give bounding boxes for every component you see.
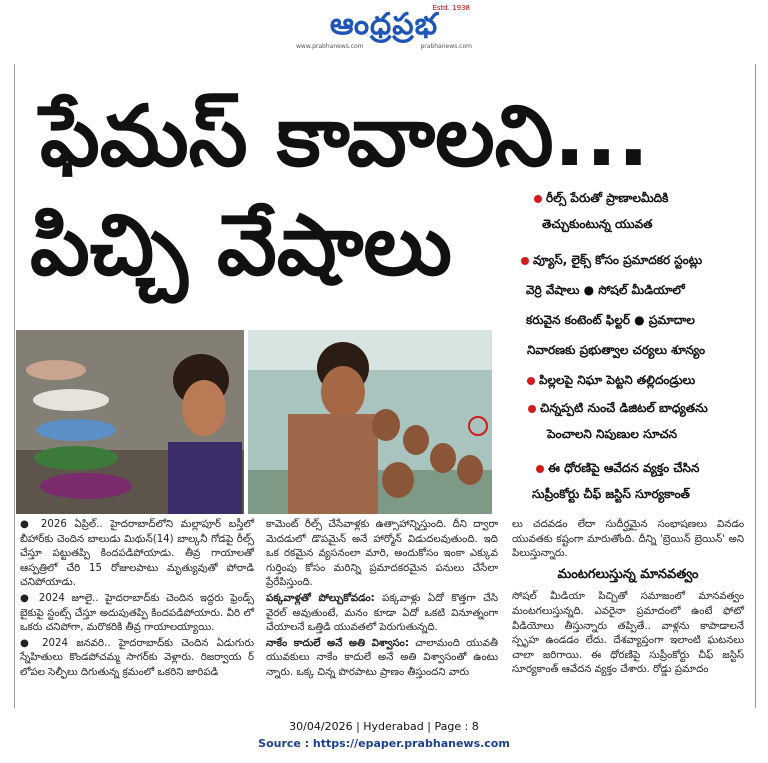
column-1-para-1: ● 2026 ఏప్రిల్.. హైదరాబాద్‌లోని మల్లాపూర్ బస్తీలో బీహార్‌కు చెందిన బాలుడు మిథున్(14) బాల్కనీ గోడపై రీల్స్ చేస్తూ పట్టుతప్పి కిందపడిపోయాడు. తీవ్ర గాయాలతో ఆస్పత్రిలో చేరి 15 రోజులపాటు మృత్యువుతో పోరాడి చనిపోయాడు. [20,519,254,589]
bullet-icon [534,195,542,203]
photo-reel-victim [16,330,244,514]
point-6: నివారణకు ప్రభుత్వాల చర్యలు శూన్యం [527,343,706,357]
bullet-icon [527,377,535,385]
column-3 [512,518,744,679]
logo-web-right: prabhanews.com [420,43,472,50]
newspaper-logo [296,6,472,50]
photo-reel-victim-figures [16,330,244,514]
point-3: వ్యూస్, లైక్స్ కోసం ప్రమాదకర స్టంట్లు [521,248,702,272]
logo-estd: Estd. 1938 [432,4,470,12]
column-2-intro: కామెంట్ రీల్స్ చేసేవాళ్లకు ఉత్సాహాన్నిస్తుంది. దీని ద్వారా మెదడులో డొపమైన్ అనే హార్మోన్ విడుదలవుతుంది. ఇది ఒక రకమైన వ్యసనంలా మారి, అందుకోసం ఇంకా ఎక్కువ గుర్తింపు కోసం మరిన్ని ప్రమాదకరమైన పనులు చేసేలా ప్రేరేపిస్తుంది. [266,519,498,589]
column-3-subhead: మంటగలుస్తున్న మానవత్వం [557,566,699,582]
point-7: పిల్లలపై నిఘా పెట్టని తల్లిదండ్రులు [527,368,695,392]
photo-group-selfie-figures [248,330,492,514]
column-3-para-1: సోషల్ మీడియా పిచ్చితో సమాజంలో మానవత్వం మంటగలుస్తున్నది. ఎవరైనా ప్రమాదంలో ఉంటే ఫోటో వీడియోలు తీస్తున్నారు తప్పితే.. వాళ్లను కాపాడాలనే స్పృహ ఉండడం లేదు. దేశవ్యాప్తంగా ఇలాంటి ఘటనలు చాలా జరిగాయి. ఈ ధోరణిపై సుప్రీంకోర్టు చీఫ్ జస్టిస్ సూర్యకాంత్ ఆవేదన వ్యక్తం చేశారు. రోడ్డు ప్రమాదం [512,591,744,676]
point-1: రీల్స్ పేరుతో ప్రాణాలమీదికి [534,186,668,210]
column-2 [266,518,498,682]
column-2-subhead-1: పక్కవాళ్లతో పోల్చుకోవడం: [266,592,375,604]
photo-group-selfie [248,330,492,514]
column-2-subhead-2: నాకేం కాదులే అనే అతి విశ్వాసం: [266,637,409,649]
point-10: ఈ ధోరణిపై ఆవేదన వ్యక్తం చేసిన [536,456,699,480]
column-1 [20,518,254,682]
page-footer [0,718,768,752]
point-4: వెర్రి వేషాలు ● సోషల్ మీడియాలో [526,283,685,297]
bullet-icon [536,465,544,473]
column-3-para-0: లు చదవడం లేదా సుదీర్ఘమైన సంభాషణలు వినడం యువతకు కష్టంగా మారుతోంది. దీన్ని 'బ్రెయిన్ బ్రెయిన్' అని పిలుస్తున్నారు. [512,519,744,560]
column-1-para-2: ● 2024 జూలై.. హైదరాబాద్‌కు చెందిన ఇద్దరు ఫ్రెండ్స్ బైకుపై స్టంట్స్ చేస్తూ అదుపుతప్పి కిందపడిపోయారు. వీరి లో ఒకరు చనిపోగా, మరొకరికి తీవ్ర గాయాలయ్యాయి. [20,592,254,634]
masthead [0,0,768,60]
logo-wordmark: ఆంధ్రప్రభ [329,7,439,42]
logo-web-left: www.prabhanews.com [296,43,364,50]
point-9: పెంచాలని నిపుణుల సూచన [547,427,678,441]
point-11: సుప్రీంకోర్టు చీఫ్ జస్టిస్ సూర్యకాంత్ [532,487,690,501]
column-2-para-2: నాకేం కాదులే అనే అతి విశ్వాసం: చాలామంది యువతీ యువకులు నాకేం కాదులే అనే అతి విశ్వాసంతో ఉంటు న్నారు. ఒక్క చిన్న పొరపాటు ప్రాణం తీస్తుందని వారు [266,637,498,678]
point-8: చిన్నప్పటి నుంచే డిజిటల్ బాధ్యతను [528,396,708,420]
column-2-para-1: పక్కవాళ్లతో పోల్చుకోవడం: పక్కవాళ్లు ఏదో కొత్తగా చేసి వైరల్ అవుతుంటే, మనం కూడా ఏదో ఒకటి వినూత్నంగా చేయాలనే ఒత్తిడి యువతలో పెరుగుతున్నది. [266,592,498,634]
headline-line-1: ఫేమస్ కావాలని... [40,87,650,185]
footer-source-link[interactable]: Source : https://epaper.prabhanews.com [258,737,510,750]
point-5: కరువైన కంటెంట్ ఫిల్టర్ ● ప్రమాదాల [526,313,695,327]
bullet-icon [521,257,529,265]
point-2: తెచ్చుకుంటున్న యువత [542,217,653,231]
column-1-para-3: ● 2024 జనవరి.. హైదరాబాద్‌కు చెందిన ఏడుగురు స్నేహితులు కొండపోచమ్మ సాగర్‌కు వెళ్లారు. రిజర్వాయ ర్ లోపల సెల్ఫీలు దిగుతున్న క్రమంలో ఒకరిని జారిపడి [20,637,254,678]
headline-line-2: పిచ్చి వేషాలు [30,196,452,294]
bullet-icon [528,405,536,413]
footer-date-page: 30/04/2026 | Hyderabad | Page : 8 [289,720,479,733]
